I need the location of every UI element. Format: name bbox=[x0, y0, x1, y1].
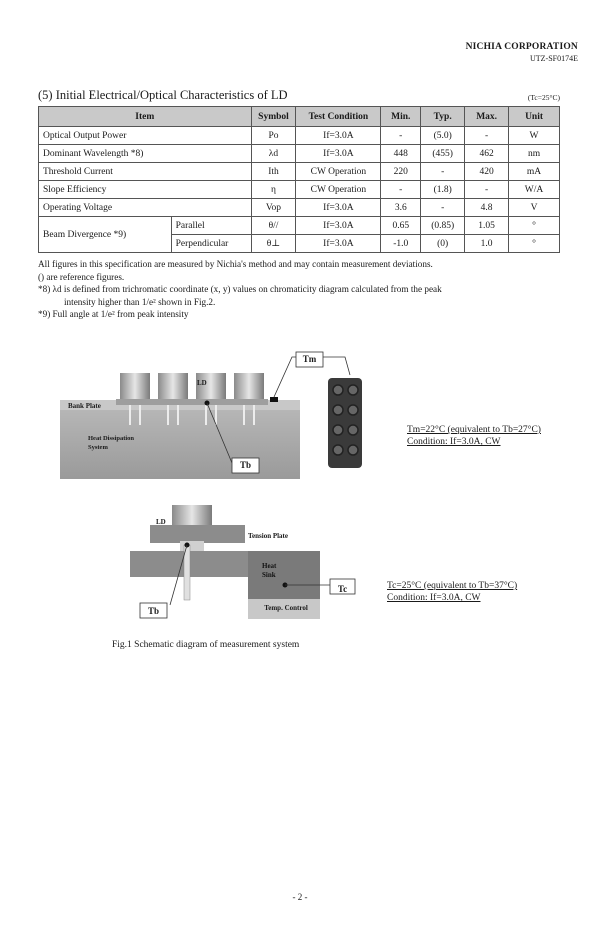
ld-package bbox=[116, 373, 154, 405]
header-company: NICHIA CORPORATION bbox=[465, 42, 578, 52]
tension-plate-label: Tension Plate bbox=[248, 532, 288, 540]
item-cell: Optical Output Power bbox=[39, 127, 252, 145]
min-cell: 0.65 bbox=[381, 217, 421, 235]
max-cell: 462 bbox=[465, 145, 509, 163]
condition-text-bottom-2: Condition: If=3.0A, CW bbox=[387, 593, 481, 603]
table-row bbox=[39, 163, 560, 181]
ld-label-bottom: LD bbox=[156, 518, 166, 526]
heat-dissipation-line: System bbox=[88, 444, 108, 451]
item-cell: Slope Efficiency bbox=[39, 181, 252, 199]
item-cell: Threshold Current bbox=[39, 163, 252, 181]
bank-plate-label: Bank Plate bbox=[68, 402, 101, 410]
condition-text-top-1: Tm=22°C (equivalent to Tb=27°C) bbox=[407, 425, 541, 435]
max-cell: 4.8 bbox=[465, 199, 509, 217]
heat-sink-label bbox=[262, 562, 276, 580]
typ-cell: - bbox=[421, 163, 465, 181]
tension-plate bbox=[150, 525, 245, 543]
tm-label: Tm bbox=[302, 354, 317, 364]
typ-cell: (455) bbox=[421, 145, 465, 163]
max-cell: - bbox=[465, 127, 509, 145]
condition-text-top-2: Condition: If=3.0A, CW bbox=[407, 437, 501, 447]
table-row bbox=[39, 199, 560, 217]
table-row bbox=[39, 145, 560, 163]
heat-dissipation-label bbox=[88, 434, 134, 452]
column-header: Min. bbox=[381, 107, 421, 127]
min-cell: - bbox=[381, 181, 421, 199]
symbol-cell: θ// bbox=[251, 217, 296, 235]
unit-cell: W/A bbox=[509, 181, 560, 199]
heat-dissipation-line: Heat Dissipation bbox=[88, 435, 135, 442]
column-header: Typ. bbox=[421, 107, 465, 127]
sub-item-cell: Perpendicular bbox=[171, 235, 251, 253]
note-text: intensity higher than 1/e² shown in Fig.2. bbox=[64, 296, 216, 307]
unit-cell: nm bbox=[509, 145, 560, 163]
item-cell: Operating Voltage bbox=[39, 199, 252, 217]
notes bbox=[38, 258, 578, 321]
note-text: *9) Full angle at 1/e² from peak intensity bbox=[38, 309, 189, 319]
characteristics-table bbox=[38, 106, 560, 253]
condition-cell: If=3.0A bbox=[296, 199, 381, 217]
typ-cell: (1.8) bbox=[421, 181, 465, 199]
min-cell: - bbox=[381, 127, 421, 145]
condition-cell: If=3.0A bbox=[296, 217, 381, 235]
symbol-cell: Po bbox=[251, 127, 296, 145]
column-header: Unit bbox=[509, 107, 560, 127]
temperature-condition: (Tc=25°C) bbox=[527, 93, 560, 102]
tc-label: Tc bbox=[337, 584, 348, 594]
max-cell: 420 bbox=[465, 163, 509, 181]
symbol-cell: λd bbox=[251, 145, 296, 163]
table-row bbox=[39, 127, 560, 145]
unit-cell: V bbox=[509, 199, 560, 217]
condition-cell: If=3.0A bbox=[296, 235, 381, 253]
min-cell: -1.0 bbox=[381, 235, 421, 253]
typ-cell: (5.0) bbox=[421, 127, 465, 145]
typ-cell: (0) bbox=[421, 235, 465, 253]
condition-text-bottom-1: Tc=25°C (equivalent to Tb=37°C) bbox=[387, 581, 518, 591]
tm-leader bbox=[274, 357, 296, 397]
table-row bbox=[39, 217, 560, 235]
figure-caption: Fig.1 Schematic diagram of measurement system bbox=[112, 640, 300, 650]
note-text: () are reference figures. bbox=[38, 271, 125, 282]
min-cell: 3.6 bbox=[381, 199, 421, 217]
symbol-cell: η bbox=[251, 181, 296, 199]
min-cell: 448 bbox=[381, 145, 421, 163]
column-header: Test Condition bbox=[296, 107, 381, 127]
ld-package bbox=[230, 373, 268, 405]
temp-control-label: Temp. Control bbox=[264, 604, 308, 612]
page-number: - 2 - bbox=[292, 892, 308, 902]
condition-cell: If=3.0A bbox=[296, 145, 381, 163]
tm-sensor bbox=[270, 397, 278, 402]
typ-cell: (0.85) bbox=[421, 217, 465, 235]
max-cell: 1.05 bbox=[465, 217, 509, 235]
connector-block bbox=[326, 378, 366, 468]
table-row bbox=[39, 181, 560, 199]
unit-cell: ° bbox=[509, 217, 560, 235]
tb-label-bottom: Tb bbox=[147, 606, 159, 616]
typ-cell: - bbox=[421, 199, 465, 217]
unit-cell: ° bbox=[509, 235, 560, 253]
heat-sink bbox=[248, 551, 320, 599]
item-cell: Dominant Wavelength *8) bbox=[39, 145, 252, 163]
condition-cell: If=3.0A bbox=[296, 127, 381, 145]
condition-cell: CW Operation bbox=[296, 163, 381, 181]
ld-label: LD bbox=[197, 379, 207, 387]
symbol-cell: Ith bbox=[251, 163, 296, 181]
symbol-cell: Vop bbox=[251, 199, 296, 217]
section-title: (5) Initial Electrical/Optical Characteristics of LD bbox=[38, 88, 288, 102]
note-text: All figures in this specification are measured by Nichia's method and may contain measurement deviations. bbox=[38, 259, 433, 269]
table-header-row bbox=[39, 107, 560, 127]
max-cell: 1.0 bbox=[465, 235, 509, 253]
heat-sink-line: Heat bbox=[262, 562, 277, 570]
note-text: *8) λd is defined from trichromatic coordinate (x, y) values on chromaticity diagram calculated from the peak bbox=[38, 284, 442, 294]
ld-base bbox=[180, 541, 204, 551]
unit-cell: W bbox=[509, 127, 560, 145]
symbol-cell: θ⊥ bbox=[251, 235, 296, 253]
sub-item-cell: Parallel bbox=[171, 217, 251, 235]
tm-leader-right bbox=[323, 357, 350, 375]
min-cell: 220 bbox=[381, 163, 421, 181]
column-header: Symbol bbox=[251, 107, 296, 127]
heat-sink-line: Sink bbox=[262, 571, 276, 579]
column-header: Max. bbox=[465, 107, 509, 127]
unit-cell: mA bbox=[509, 163, 560, 181]
condition-cell: CW Operation bbox=[296, 181, 381, 199]
tb-label: Tb bbox=[239, 460, 251, 470]
ld-package bbox=[192, 373, 230, 405]
ld-package bbox=[154, 373, 192, 405]
header-doc-id: UTZ-SF0174E bbox=[530, 54, 578, 63]
ld-body bbox=[172, 505, 212, 527]
measurement-diagram-bottom bbox=[130, 505, 370, 620]
max-cell: - bbox=[465, 181, 509, 199]
column-header: Item bbox=[39, 107, 252, 127]
item-cell: Beam Divergence *9) bbox=[39, 217, 172, 253]
